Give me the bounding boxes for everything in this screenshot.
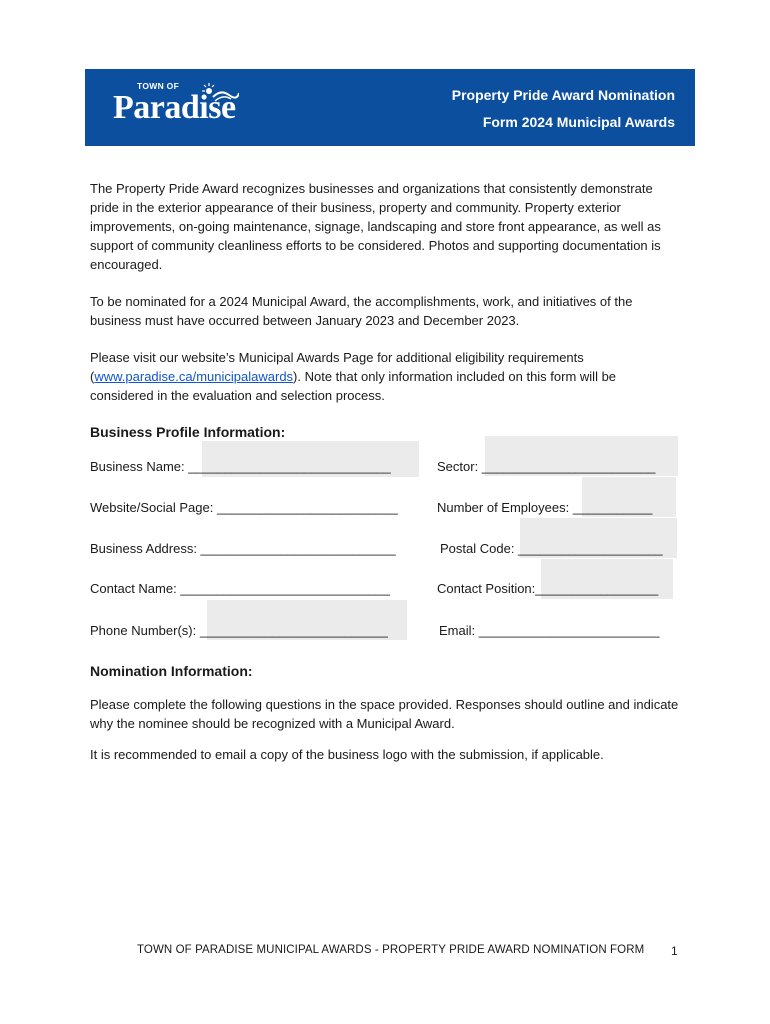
- contact-position-field[interactable]: Contact Position:_________________: [437, 581, 659, 596]
- municipal-awards-link[interactable]: www.paradise.ca/municipalawards: [94, 369, 294, 384]
- logo-top-text: TOWN OF: [137, 81, 180, 91]
- employees-field[interactable]: Number of Employees: ___________: [437, 500, 653, 515]
- logo-main-text: Paradise: [113, 89, 236, 126]
- intro-paragraph-2: To be nominated for a 2024 Municipal Award, the accomplishments, work, and initiatives of the business must have occurred between January 2023 and December 2023.: [90, 294, 633, 328]
- postal-code-field[interactable]: Postal Code: ____________________: [440, 541, 663, 556]
- header-banner: [85, 69, 695, 146]
- nomination-paragraph-1: Please complete the following questions in the space provided. Responses should outline and indicate why the nominee should be recognized with a Municipal Award.: [90, 697, 679, 731]
- business-address-field[interactable]: Business Address: ___________________________: [90, 541, 396, 556]
- nomination-heading: Nomination Information:: [90, 663, 253, 679]
- intro-p3-before: Please visit our website’s Municipal Awards Page for additional eligibility requirements (: [90, 350, 584, 384]
- form-title-line1: Property Pride Award Nomination: [451, 87, 675, 103]
- nomination-paragraph-2: It is recommended to email a copy of the business logo with the submission, if applicable.: [90, 747, 604, 762]
- business-profile-heading: Business Profile Information:: [90, 424, 286, 440]
- email-field[interactable]: Email: _________________________: [439, 623, 660, 638]
- website-field[interactable]: Website/Social Page: _________________________: [90, 500, 398, 515]
- intro-paragraph-3: [90, 348, 680, 405]
- business-name-field[interactable]: Business Name: ____________________________: [90, 459, 391, 474]
- form-title-line2: Form 2024 Municipal Awards: [482, 114, 675, 130]
- phone-field[interactable]: Phone Number(s): __________________________: [90, 623, 388, 638]
- intro-paragraph-1: The Property Pride Award recognizes businesses and organizations that consistently demonstrate pride in the exterior appearance of their business, property and community. Property exterior improvements, on-going maintenance, signage, landscaping and store front appearance, as well as support of community cleanliness efforts to be considered. Photos and supporting documentation is encouraged.: [90, 181, 661, 272]
- page-number: 1: [671, 944, 678, 958]
- page-footer: TOWN OF PARADISE MUNICIPAL AWARDS - PROPERTY PRIDE AWARD NOMINATION FORM: [137, 944, 645, 956]
- town-logo: [113, 77, 243, 139]
- intro-p3-after: ). Note that only information included on this form will be considered in the evaluation and selection process.: [90, 369, 617, 403]
- contact-name-field[interactable]: Contact Name: _____________________________: [90, 581, 390, 596]
- sector-field[interactable]: Sector: ________________________: [437, 459, 656, 474]
